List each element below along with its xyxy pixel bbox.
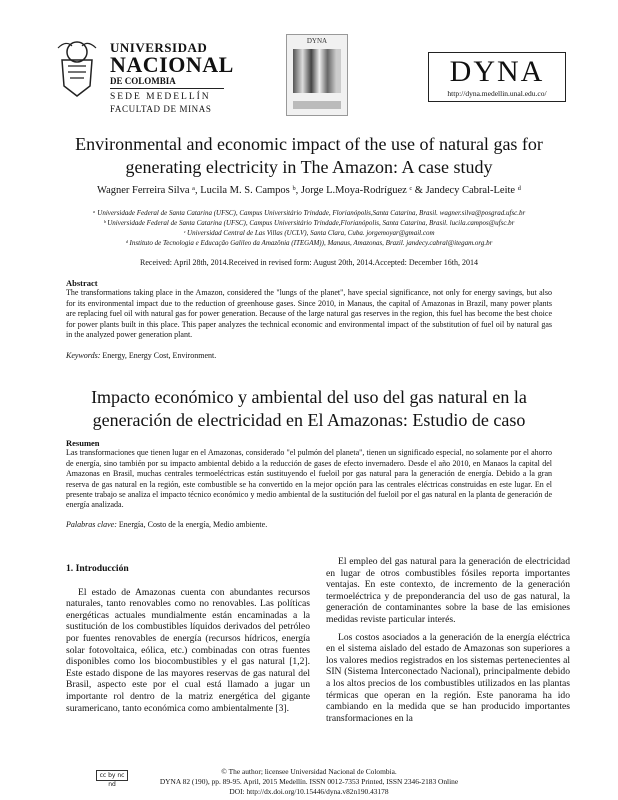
abstract-heading: Resumen <box>66 438 100 448</box>
paragraph: El estado de Amazonas cuenta con abundantes recursos naturales, tanto renovables como no renovables. Las políticas energéticas actuales mundialmente están encaminadas a la sustitución de los combustibles líquidos derivados del petróleo por fuentes renovables de energía (recursos hídricos, energía solar fotovoltaica, eólica, etc.) combinadas con otras fuentes disponibles como los biocombustibles y el gas natural [1,2]. Este estado dispone de las mayores reservas de gas natural del Brasil, aspecto este por el cual está llamado a jugar un importante rol dentro de la matriz energética del gigante suramericano, tanto económica como ambientalmente [3]. <box>66 586 310 714</box>
faculty-name: FACULTAD DE MINAS <box>110 104 212 114</box>
abstract-body: Las transformaciones que tienen lugar en el Amazonas, considerado "el pulmón del planeta", tienen un significado especial, no solamente por el ahorro de energía, sino también por su impacto ambiental debido a la reducción de gases de efecto invernadero. Desde el año 2010, en Manaos la capital del Amazonas en Brasil, muchas centrales termoeléctricas están sustituyendo el fueloil por gas natural para la generación de energía. Debido a la gran reserva de gas natural en la región, este combustible se ha convertido en la mejor opción para las centrales eléctricas construidas en este lugar. En el presente trabajo se analiza el impacto técnico económico y medio ambiental de la sustitución del fueloil por el gas natural en la planta de generación de energía analizada. <box>66 448 552 510</box>
affiliation-b: ᵇ Universidade Federal de Santa Catarina (UFSC), Campus Universitário Trindade,Florianópolis, Santa Catarina, Brasil. lucila.campos@ufsc.br <box>103 219 515 227</box>
title-line: generating electricity in The Amazon: A case study <box>125 157 493 177</box>
keywords-spanish <box>66 520 552 529</box>
paper-title-spanish <box>40 386 578 432</box>
journal-logo-box <box>428 52 566 102</box>
license-line: © The author; licensee Universidad Nacional de Colombia. <box>221 767 397 776</box>
body-column-right <box>326 556 570 730</box>
university-name-line1: UNIVERSIDAD <box>110 40 208 55</box>
keywords-label: Palabras clave: <box>66 520 117 529</box>
cover-title: DYNA <box>306 37 328 45</box>
keywords-list: Energía, Costo de la energía, Medio ambiente. <box>116 520 268 529</box>
journal-url[interactable]: http://dyna.medellin.unal.edu.co/ <box>447 89 547 98</box>
doi-line[interactable]: DOI: http://dx.doi.org/10.15446/dyna.v82n190.43178 <box>229 787 389 796</box>
received-dates: Received: April 28th, 2014.Received in revised form: August 20th, 2014.Accepted: December 16th, 2014 <box>140 258 478 267</box>
journal-cover-thumbnail <box>286 34 348 116</box>
cover-footer <box>293 101 341 109</box>
section-heading: 1. Introducción <box>66 563 129 574</box>
journal-name: DYNA <box>449 55 545 88</box>
affiliation-d: ᵈ Instituto de Tecnologia e Educação Galileo da Amazônia (ITEGAM)), Manaus, Amazonas, Brazil. jandecy.cabral@itegam.org.br <box>125 239 493 247</box>
affiliation-a: ᵃ Universidade Federal de Santa Catarina (UFSC), Campus Universitário Trindade, Florianópolis,Santa Catarina, Brasil. wagner.silva@posgrad.ufsc.br <box>92 209 526 217</box>
university-name-line2: NACIONAL <box>110 52 234 77</box>
university-name-line3: DE COLOMBIA <box>110 76 176 86</box>
paragraph: Los costos asociados a la generación de la energía eléctrica en el sistema aislado del estado de Amazonas son superiores a los valores medios registrados en los sistemas pertenecientes al SIN (Sistema Interconectado Nacional), principalmente debido a los altos precios de los combustibles utilizados en las plantas térmicas que operan en la región. Este panorama ha ido cambiando en la medida que se han producido importantes transformaciones en la <box>326 631 570 724</box>
keywords-label: Keywords: <box>66 351 101 360</box>
footer <box>40 767 578 797</box>
affiliation-c: ᶜ Universidad Central de Las Villas (UCLV), Santa Clara, Cuba. jorgemoyar@gmail.com <box>183 229 435 237</box>
university-shield-icon <box>54 36 100 98</box>
abstract-english <box>66 278 552 340</box>
university-logo <box>54 30 234 120</box>
paragraph: El empleo del gas natural para la generación de electricidad en lugar de otros combustibles fósiles reporta importantes ventajas. En este contexto, de incremento de la generación termoeléctrica y de preponderancia del uso de gas natural, la generación de contaminantes sobre la base de las emisiones medidas reviste particular interés. <box>326 556 570 625</box>
paper-title-english <box>40 133 578 179</box>
citation-line: DYNA 82 (190), pp. 89-95. April, 2015 Medellín. ISSN 0012-7353 Printed, ISSN 2346-2183 Online <box>159 777 459 786</box>
body-column-left <box>66 563 310 720</box>
title-line: Environmental and economic impact of the use of natural gas for <box>75 134 543 154</box>
abstract-heading: Abstract <box>66 278 98 288</box>
affiliations <box>40 208 578 248</box>
cover-image <box>293 49 341 93</box>
keywords-english <box>66 351 552 360</box>
author-list: Wagner Ferreira Silva ᵃ, Lucila M. S. Campos ᵇ, Jorge L.Moya-Rodríguez ᶜ & Jandecy Cabral-Leite ᵈ <box>97 185 521 196</box>
logo-divider <box>110 88 224 89</box>
campus-name: SEDE MEDELLÍN <box>110 92 211 102</box>
abstract-spanish <box>66 438 552 511</box>
keywords-list: Energy, Energy Cost, Environment. <box>100 351 217 360</box>
title-line: Impacto económico y ambiental del uso del gas natural en la <box>91 387 527 407</box>
title-line: generación de electricidad en El Amazonas: Estudio de caso <box>92 410 526 430</box>
abstract-body: The transformations taking place in the Amazon, considered the "lungs of the planet", have special significance, not only for energy savings, but also for its environmental impact due to the reduction of greenhouse gases. Since 2010, in Manaus, the capital of Amazonas in Brazil, many power plants are replacing fuel oil with natural gas for power generation. Because of the large natural gas reserves in the region, this fuel has become the best choice for power plants built in this place. This paper analyzes the technical economic and environmental impact of the substitution of fuel oil by natural gas in the analyzed power generation plant. <box>66 288 552 340</box>
cc-license-icon: cc by nc nd <box>96 770 128 781</box>
